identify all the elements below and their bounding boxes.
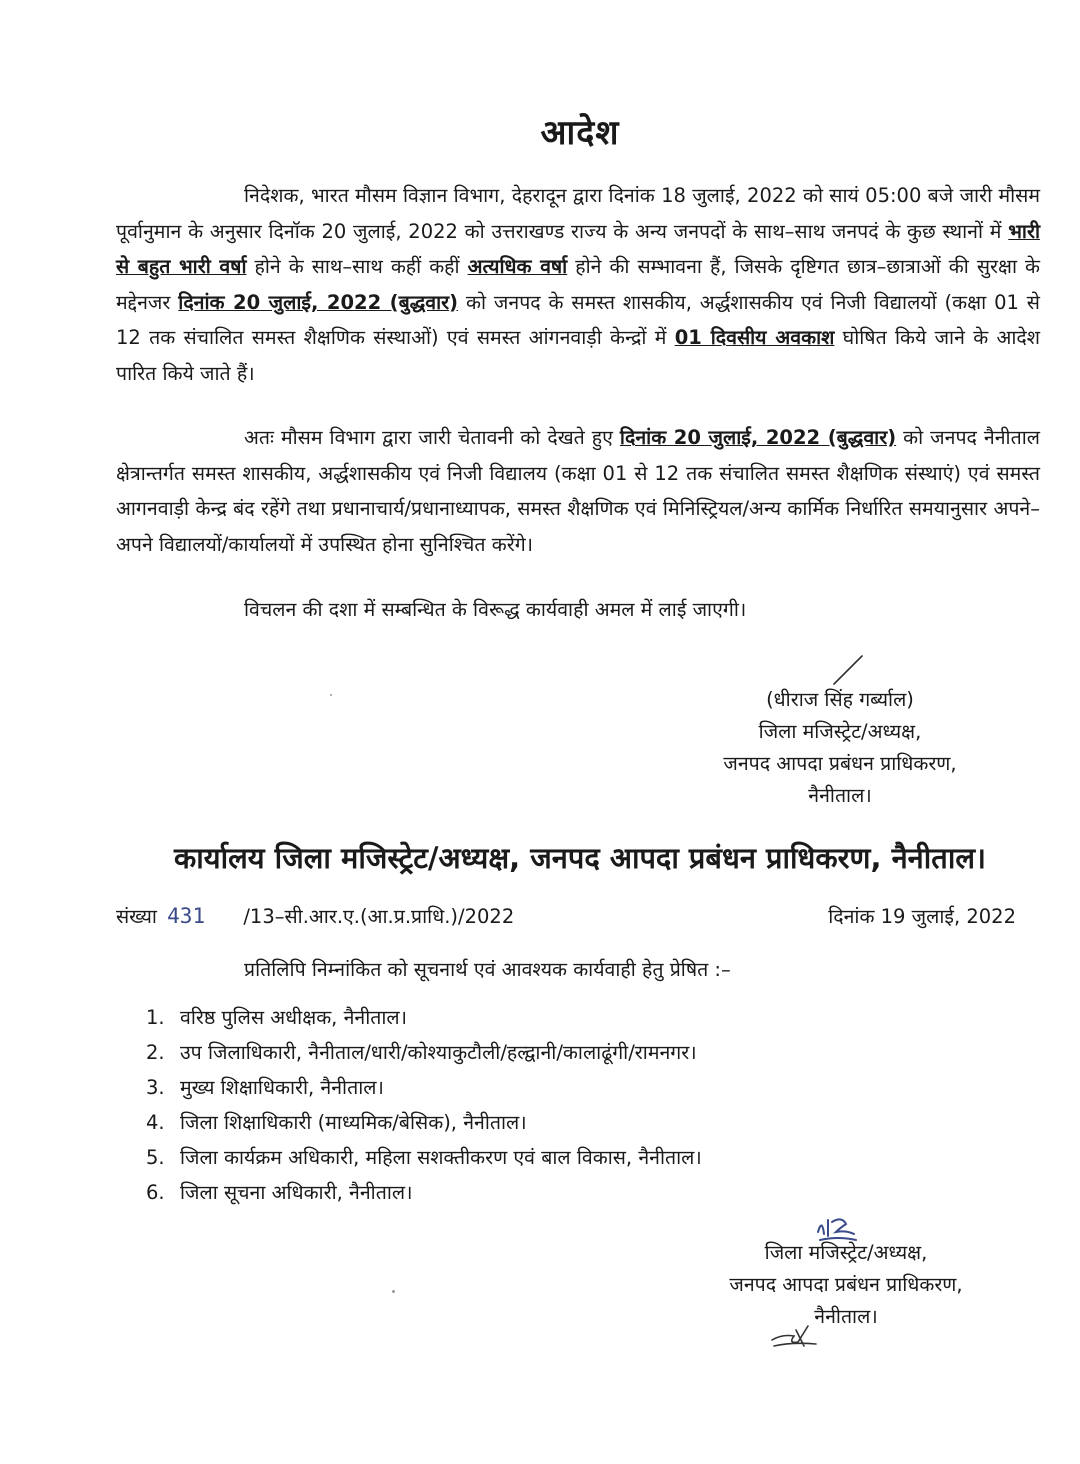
signatory-name: (धीराज सिंह गर्ब्याल) — [766, 688, 914, 711]
signatory-designation: जिला मजिस्ट्रेट/अध्यक्ष, — [764, 1241, 928, 1264]
para1-emphasis-extreme-rain: अत्यधिक वर्षा — [467, 255, 568, 278]
para2-text-1: अतः मौसम विभाग द्वारा जारी चेतावनी को देखते हुए — [244, 426, 620, 449]
reference-row — [116, 902, 1016, 936]
para2-text-2: को जनपद नैनीताल क्षेत्रान्तर्गत समस्त शासकीय, अर्द्धशासकीय एवं निजी विद्यालय (कक्षा 01 से 12 तक संचालित समस्त शैक्षणिक संस्थाएं) एवं समस्त आगनवाड़ी केन्द्र बंद रहेंगे तथा प्रधानाचार्य/प्रधानाध्यापक, समस्त शैक्षणिक एवं मिनिस्ट्रियल/अन्य कार्मिक निर्धारित समयानुसार अपने–अपने विद्यालयों/कार्यालयों में उपस्थित होना सुनिश्चित करेंगे। — [116, 426, 1040, 556]
para1-emphasis-heavy-rain: भारी से बहुत भारी वर्षा — [116, 219, 1040, 278]
list-item-text: उप जिलाधिकारी, नैनीताल/धारी/कोश्याकुटौली/हल्द्वानी/कालाढूंगी/रामनगर। — [180, 1041, 697, 1064]
distribution-list — [146, 1000, 702, 1210]
reference-date: दिनांक 19 जुलाई, 2022 — [828, 905, 1016, 928]
signatory-place: नैनीताल। — [814, 1305, 878, 1328]
para1-emphasis-holiday: 01 दिवसीय अवकाश — [674, 326, 835, 349]
para3-text: विचलन की दशा में सम्बन्धित के विरूद्ध कार्यवाही अमल में लाई जाएगी। — [244, 598, 747, 621]
signatory-authority: जनपद आपदा प्रबंधन प्राधिकरण, — [723, 752, 957, 775]
list-item — [146, 1140, 702, 1175]
list-item-number: 3. — [146, 1076, 165, 1099]
list-item-number: 2. — [146, 1041, 165, 1064]
reference-handwritten-number: 431 — [167, 904, 206, 928]
list-item-text: जिला कार्यक्रम अधिकारी, महिला सशक्तीकरण एवं बाल विकास, नैनीताल। — [180, 1146, 702, 1169]
list-item-number: 5. — [146, 1146, 165, 1169]
list-item — [146, 1070, 702, 1105]
copy-intro: प्रतिलिपि निम्नांकित को सूचनार्थ एवं आवश्यक कार्यवाही हेतु प्रेषित :– — [244, 958, 731, 981]
para2-emphasis-date: दिनांक 20 जुलाई, 2022 (बुद्धवार) — [619, 426, 897, 449]
list-item-text: जिला शिक्षाधिकारी (माध्यमिक/बेसिक), नैनीताल। — [180, 1111, 527, 1134]
signatory-designation: जिला मजिस्ट्रेट/अध्यक्ष, — [758, 720, 922, 743]
reference-code: /13–सी.आर.ए.(आ.प्र.प्राधि.)/2022 — [243, 905, 515, 928]
order-paragraph-2 — [116, 420, 1040, 562]
scribble-initials-icon — [768, 1322, 822, 1350]
para1-text-2: होने के साथ–साथ कहीं कहीं — [246, 255, 468, 278]
list-item-text: वरिष्ठ पुलिस अधीक्षक, नैनीताल। — [180, 1006, 408, 1029]
office-heading: कार्यालय जिला मजिस्ट्रेट/अध्यक्ष, जनपद आपदा प्रबंधन प्राधिकरण, नैनीताल। — [173, 841, 986, 875]
para1-text-4: को जनपद के समस्त शासकीय, अर्द्धशासकीय एवं निजी विद्यालयों (कक्षा 01 से 12 तक संचालित समस्त शैक्षणिक संस्थाओं) एवं समस्त आंगनवाड़ी केन्द्रों में — [116, 290, 1040, 349]
para1-text-1: निदेशक, भारत मौसम विज्ञान विभाग, देहरादून द्वारा दिनांक 18 जुलाई, 2022 को सायं 05:00 बजे जारी मौसम पूर्वानुमान के अनुसार दिनॉक 20 जुलाई, 2022 को उत्तराखण्ड राज्य के अन्य जनपदों के साथ–साथ जनपदं के कुछ स्थानों में — [116, 184, 1040, 243]
order-paragraph-3 — [116, 592, 1040, 628]
list-item — [146, 1035, 702, 1070]
scan-speck — [330, 694, 332, 696]
reference-number — [116, 902, 514, 929]
signature-block-1 — [660, 684, 1020, 812]
signatory-place: नैनीताल। — [808, 784, 872, 807]
document-title: आदेश — [540, 113, 620, 153]
list-item — [146, 1105, 702, 1140]
scan-speck — [392, 1290, 395, 1293]
list-item-number: 1. — [146, 1006, 165, 1029]
list-item-number: 6. — [146, 1181, 165, 1204]
para1-text-5: घोषित किये जाने के आदेश पारित किये जाते हैं। — [116, 326, 1041, 385]
para1-emphasis-date: दिनांक 20 जुलाई, 2022 (बुद्धवार) — [178, 290, 459, 314]
order-paragraph-1 — [116, 178, 1040, 391]
list-item-text: मुख्य शिक्षाधिकारी, नैनीताल। — [180, 1076, 384, 1099]
para1-text-3: होने की सम्भावना हैं, जिसके दृष्टिगत छात्र–छात्राओं की सुरक्षा के मद्देनजर — [116, 255, 1040, 314]
signature-block-2 — [666, 1237, 1026, 1333]
reference-label: संख्या — [116, 905, 157, 928]
list-item-number: 4. — [146, 1111, 165, 1134]
signatory-authority: जनपद आपदा प्रबंधन प्राधिकरण, — [729, 1273, 963, 1296]
list-item — [146, 1000, 702, 1035]
list-item — [146, 1175, 702, 1210]
list-item-text: जिला सूचना अधिकारी, नैनीताल। — [180, 1181, 413, 1204]
